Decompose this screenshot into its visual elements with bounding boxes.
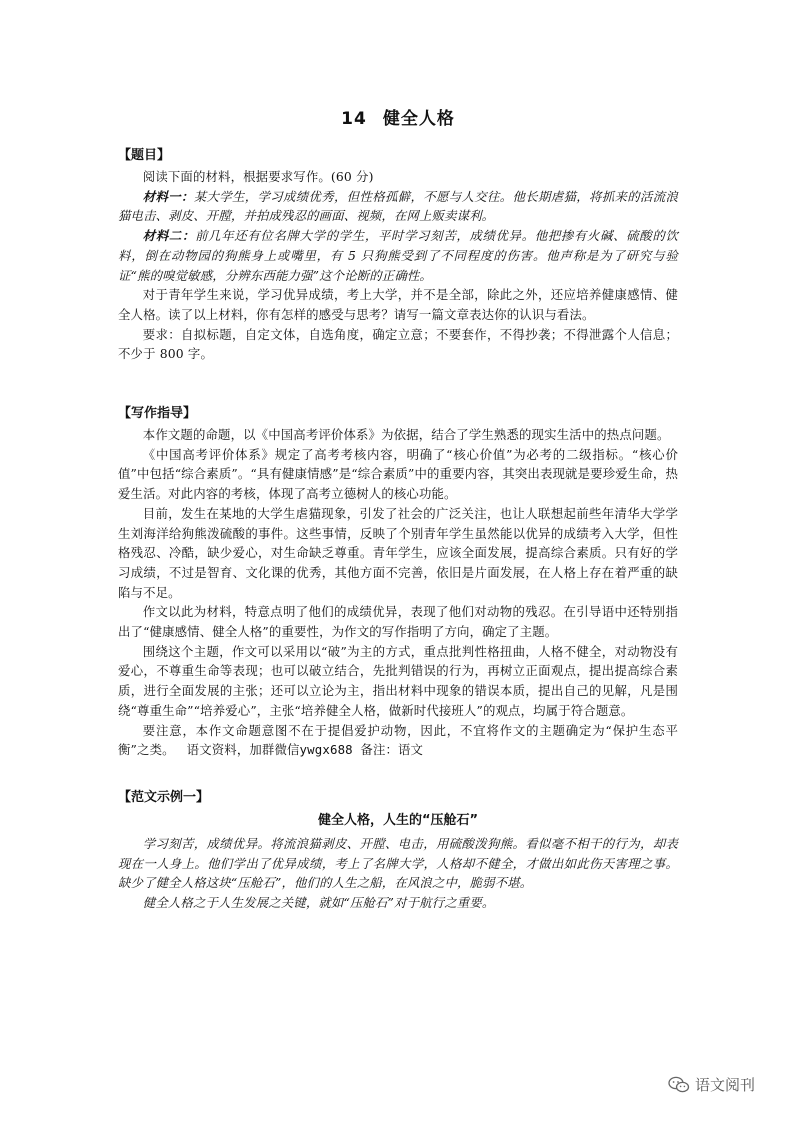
prompt-requirements: 要求：自拟标题，自定文体，自选角度，确定立意；不要套作，不得抄袭；不得泄露个人信息；不少于 800 字。 [118,326,678,362]
essay-paragraph-2: 健全人格之于人生发展之关键，就如“压舱石”对于航行之重要。 [142,895,495,911]
sample-heading: 【范文示例一】 [118,789,210,805]
guide-heading: 【写作指导】 [118,406,197,422]
watermark [668,1074,755,1095]
guide-paragraph-1: 本作文题的命题，以《中国高考评价体系》为依据，结合了学生熟悉的现实生活中的热点问题。 [142,427,670,443]
guide-paragraph-6-text: 要注意，本作文命题意图不在于提倡爱护动物，因此，不宜将作文的主题确定为“保护生态平衡”之类。 [118,722,678,758]
material-one [118,187,678,226]
chapter-title: 健全人格 [382,109,455,129]
wechat-icon [668,1076,690,1094]
document-page [118,104,678,913]
material-two [118,226,678,285]
material-two-label: 材料二： [142,228,196,244]
prompt-heading: 【题目】 [118,148,171,163]
material-one-label: 材料一： [142,188,194,204]
chapter-number: 14 [341,109,367,129]
wechat-group-note: 语文资料，加群微信ywgx688 备注：语文 [186,742,424,758]
prompt-paragraph: 对于青年学生来说，学习优异成绩，考上大学，并不是全部，除此之外，还应培养健康感情、健全人格。读了以上材料，你有怎样的感受与思考？请写一篇文章表达你的认识与看法。 [118,287,678,322]
material-one-text: 某大学生，学习成绩优秀，但性格孤僻，不愿与人交往。他长期虐猫，将抓来的活流浪猫电击、剥皮、开膛，并拍成残忍的画面、视频，在网上贩卖谋利。 [118,188,678,224]
essay-title: 健全人格，人生的“压舱石” [317,812,479,828]
essay-paragraph-1: 学习刻苦，成绩优异。将流浪猫剥皮、开膛、电击，用硫酸泼狗熊。看似毫不相干的行为，却表现在一人身上。他们学出了优异成绩，考上了名牌大学，人格却不健全，才做出如此伤天害理之事。缺少了健全人格这块“压舱石”，他们的人生之船，在风浪之中，脆弱不堪。 [118,835,678,891]
material-two-text: 前几年还有位名牌大学的学生，平时学习刻苦，成绩优异。他把掺有火碱、硫酸的饮料，倒在动物园的狗熊身上或嘴里，有 5 只狗熊受到了不同程度的伤害。他声称是为了研究与验证“熊的嗅觉敏感，分辨东西能力强”这个论断的正确性。 [118,228,678,283]
guide-paragraph-4: 作文以此为材料，特意点明了他们的成绩优异，表现了他们对动物的残忍。在引导语中还特别指出了“健康感情、健全人格”的重要性，为作文的写作指明了方向，确定了主题。 [118,604,678,640]
guide-paragraph-3: 目前，发生在某地的大学生虐猫现象，引发了社会的广泛关注，也让人联想起前些年清华大学学生刘海洋给狗熊泼硫酸的事件。这些事情，反映了个别青年学生虽然能以优异的成绩考入大学，但性格残忍、冷酷，缺少爱心，对生命缺乏尊重。青年学生，应该全面发展，提高综合素质。只有好的学习成绩，不过是智育、文化课的优秀，其他方面不完善，依旧是片面发展，在人格上存在着严重的缺陷与不足。 [118,505,678,600]
page-title [118,104,678,129]
prompt-intro: 阅读下面的材料，根据要求写作。(60 分) [142,169,374,184]
guide-paragraph-2: 《中国高考评价体系》规定了高考考核内容，明确了“核心价值”为必考的二级指标。“核心价值”中包括“综合素质”。“具有健康情感”是“综合素质”中的重要内容，其突出表现就是要珍爱生命，热爱生活。对此内容的考核，体现了高考立德树人的核心功能。 [118,446,678,502]
guide-paragraph-5: 围绕这个主题，作文可以采用以“破”为主的方式，重点批判性格扭曲，人格不健全，对动物没有爱心，不尊重生命等表现；也可以破立结合，先批判错误的行为，再树立正面观点，提出提高综合素质，进行全面发展的主张；还可以立论为主，指出材料中现象的错误本质，提出自己的见解，凡是围绕“尊重生命”“培养爱心”，主张“培养健全人格，做新时代接班人”的观点，均属于符合题意。 [118,643,678,718]
guide-paragraph-6 [118,721,678,760]
watermark-text: 语文阅刊 [695,1076,756,1094]
